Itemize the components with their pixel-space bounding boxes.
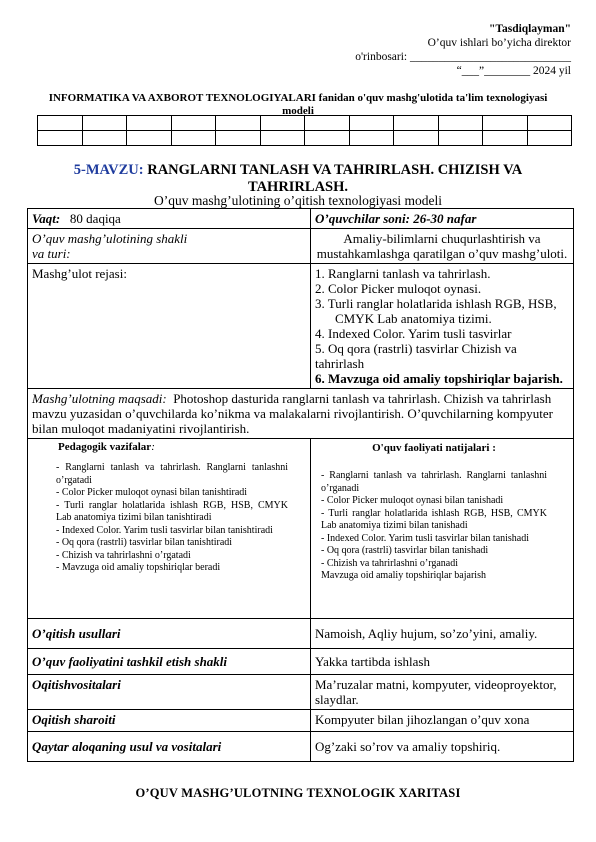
list-item: - Color Picker muloqot oynasi bilan tanishadi [321,495,504,506]
list-item: - Ranglarni tanlash va tahrirlash. Ranglarni tanlashni o’rgatadi [56,462,288,486]
approval-line-3: “___”________ 2024 yil [456,65,571,77]
tools-label: Oqitishvositalari [28,675,311,710]
plan-item: 2. Color Picker muloqot oynasi. [315,281,482,296]
plan-list [311,264,574,389]
list-item: - Mavzuga oid amaliy topshiriqlar beradi [56,562,221,573]
table-row [28,619,574,649]
plan-item: 3. Turli ranglar holatlarida ishlash RGB, HSB, [315,296,557,311]
org-label: O’quv faoliyatini tashkil etish shakli [28,649,311,675]
list-item: - Ranglarni tanlash va tahrirlash. Ranglarni tanlashni o’rganadi [321,470,547,494]
list-item: Mavzuga oid amaliy topshiriqlar bajarish [321,570,486,581]
plan-item: 5. Oq qora (rastrli) tasvirlar Chizish va tahrirlash [315,341,517,371]
table-row [28,675,574,710]
list-item: - Chizish va tahrirlashni o’rganadi [321,557,459,569]
list-item: - Turli ranglar holatlarida ishlash RGB, HSB, CMYK Lab anatomiya tizimi bilan tanishadi [321,507,547,531]
table-row [28,732,574,762]
ped-list [56,462,288,575]
plan-label: Mashg’ulot rejasi: [28,264,311,389]
list-item: - Oq qora (rastrli) tasvirlar bilan tanishadi [321,545,489,556]
pedagogical-tasks-cell [28,439,311,619]
grid-row [38,131,572,146]
list-item: - Indexed Color. Yarim tusli tasvirlar bilan tanishtiradi [56,524,273,536]
table-row [28,439,574,619]
list-item: - Oq qora (rastrli) tasvirlar bilan tanishtiradi [56,537,233,548]
table-row [28,649,574,675]
grid-row [38,116,572,131]
time-label: Vaqt: [32,211,61,226]
plan-item: 1. Ranglarni tanlash va tahrirlash. [315,266,491,281]
results-list [321,470,547,583]
lesson-model-table [27,208,574,762]
empty-grid-table [37,115,572,146]
conditions-value: Kompyuter bilan jihozlangan o’quv xona [311,710,574,732]
goal-text: Photoshop dasturida ranglarni tanlash va tahrirlash. Chizish va tahrirlash mavzu yuzasidan o’quvchilarda ko’nikma va malakalarni rivojlantirish. O’quvchilarning kompyuter bilan muloqot madaniyatini rivojlantirish. [32,391,553,436]
results-header: O'quv faoliyati natijalari : [372,442,496,454]
table-row [28,264,574,389]
list-item: - Color Picker muloqot oynasi bilan tanishtiradi [56,487,248,498]
goal-cell [28,389,574,439]
plan-item: CMYK Lab anatomiya tizimi. [335,311,492,326]
form-label: O’quv mashg’ulotining shakli va turi: [28,229,311,264]
org-value: Yakka tartibda ishlash [311,649,574,675]
table-row [28,710,574,732]
list-item: - Indexed Color. Yarim tusli tasvirlar bilan tanishadi [321,532,530,544]
topic-title: RANGLARNI TANLASH VA TAHRIRLASH. CHIZISH VA TAHRIRLASH. [143,162,523,195]
methods-label: O’qitish usullari [28,619,311,649]
table-row [28,229,574,264]
list-item: - Turli ranglar holatlarida ishlash RGB, HSB, CMYK Lab anatomiya tizimi bilan tanishtiradi [56,499,288,523]
students-cell: O’quvchilar soni: 26-30 nafar [311,209,574,229]
plan-item: 4. Indexed Color. Yarim tusli tasvirlar [315,326,512,341]
ped-header: Pedagogik vazifalar: [58,441,155,453]
footer-heading: O’QUV MASHG’ULOTNING TEXNOLOGIK XARITASI [135,786,461,800]
feedback-value: Og’zaki so’rov va amaliy topshiriq. [311,732,574,762]
plan-item: 6. Mavzuga oid amaliy topshiriqlar bajarish. [315,371,563,386]
time-value: 80 daqiqa [69,211,121,226]
methods-value: Namoish, Aqliy hujum, so’zo’yini, amaliy. [311,619,574,649]
approval-line-1: O’quv ishlari bo’yicha direktor [427,37,571,49]
goal-label: Mashg’ulotning maqsadi: [32,391,167,406]
topic-heading [40,162,556,196]
topic-subtitle: O’quv mashg’ulotining o’qitish texnologiyasi modeli [154,193,442,208]
list-item: - Chizish va tahrirlashni o’rgatadi [56,549,191,561]
table-row [28,209,574,229]
approval-title: "Tasdiqlayman" [488,23,571,35]
approval-block [331,22,571,78]
conditions-label: Oqitish sharoiti [28,710,311,732]
form-value: Amaliy-bilimlarni chuqurlashtirish va mustahkamlashga qaratilgan o’quv mashg’uloti. [311,229,574,264]
time-cell [28,209,311,229]
table-row [28,389,574,439]
approval-line-2: o'rinbosari: ____________________________ [355,51,571,63]
tools-value: Ma’ruzalar matni, kompyuter, videoproyektor, slaydlar. [311,675,574,710]
learning-results-cell [311,439,574,619]
feedback-label: Qaytar aloqaning usul va vositalari [28,732,311,762]
topic-number: 5-MAVZU: [73,162,144,178]
document-title: INFORMATIKA VA AXBOROT TEXNOLOGIYALARI fanidan o'quv mashg'ulotida ta'lim texnologiyasi modeli [48,92,548,117]
